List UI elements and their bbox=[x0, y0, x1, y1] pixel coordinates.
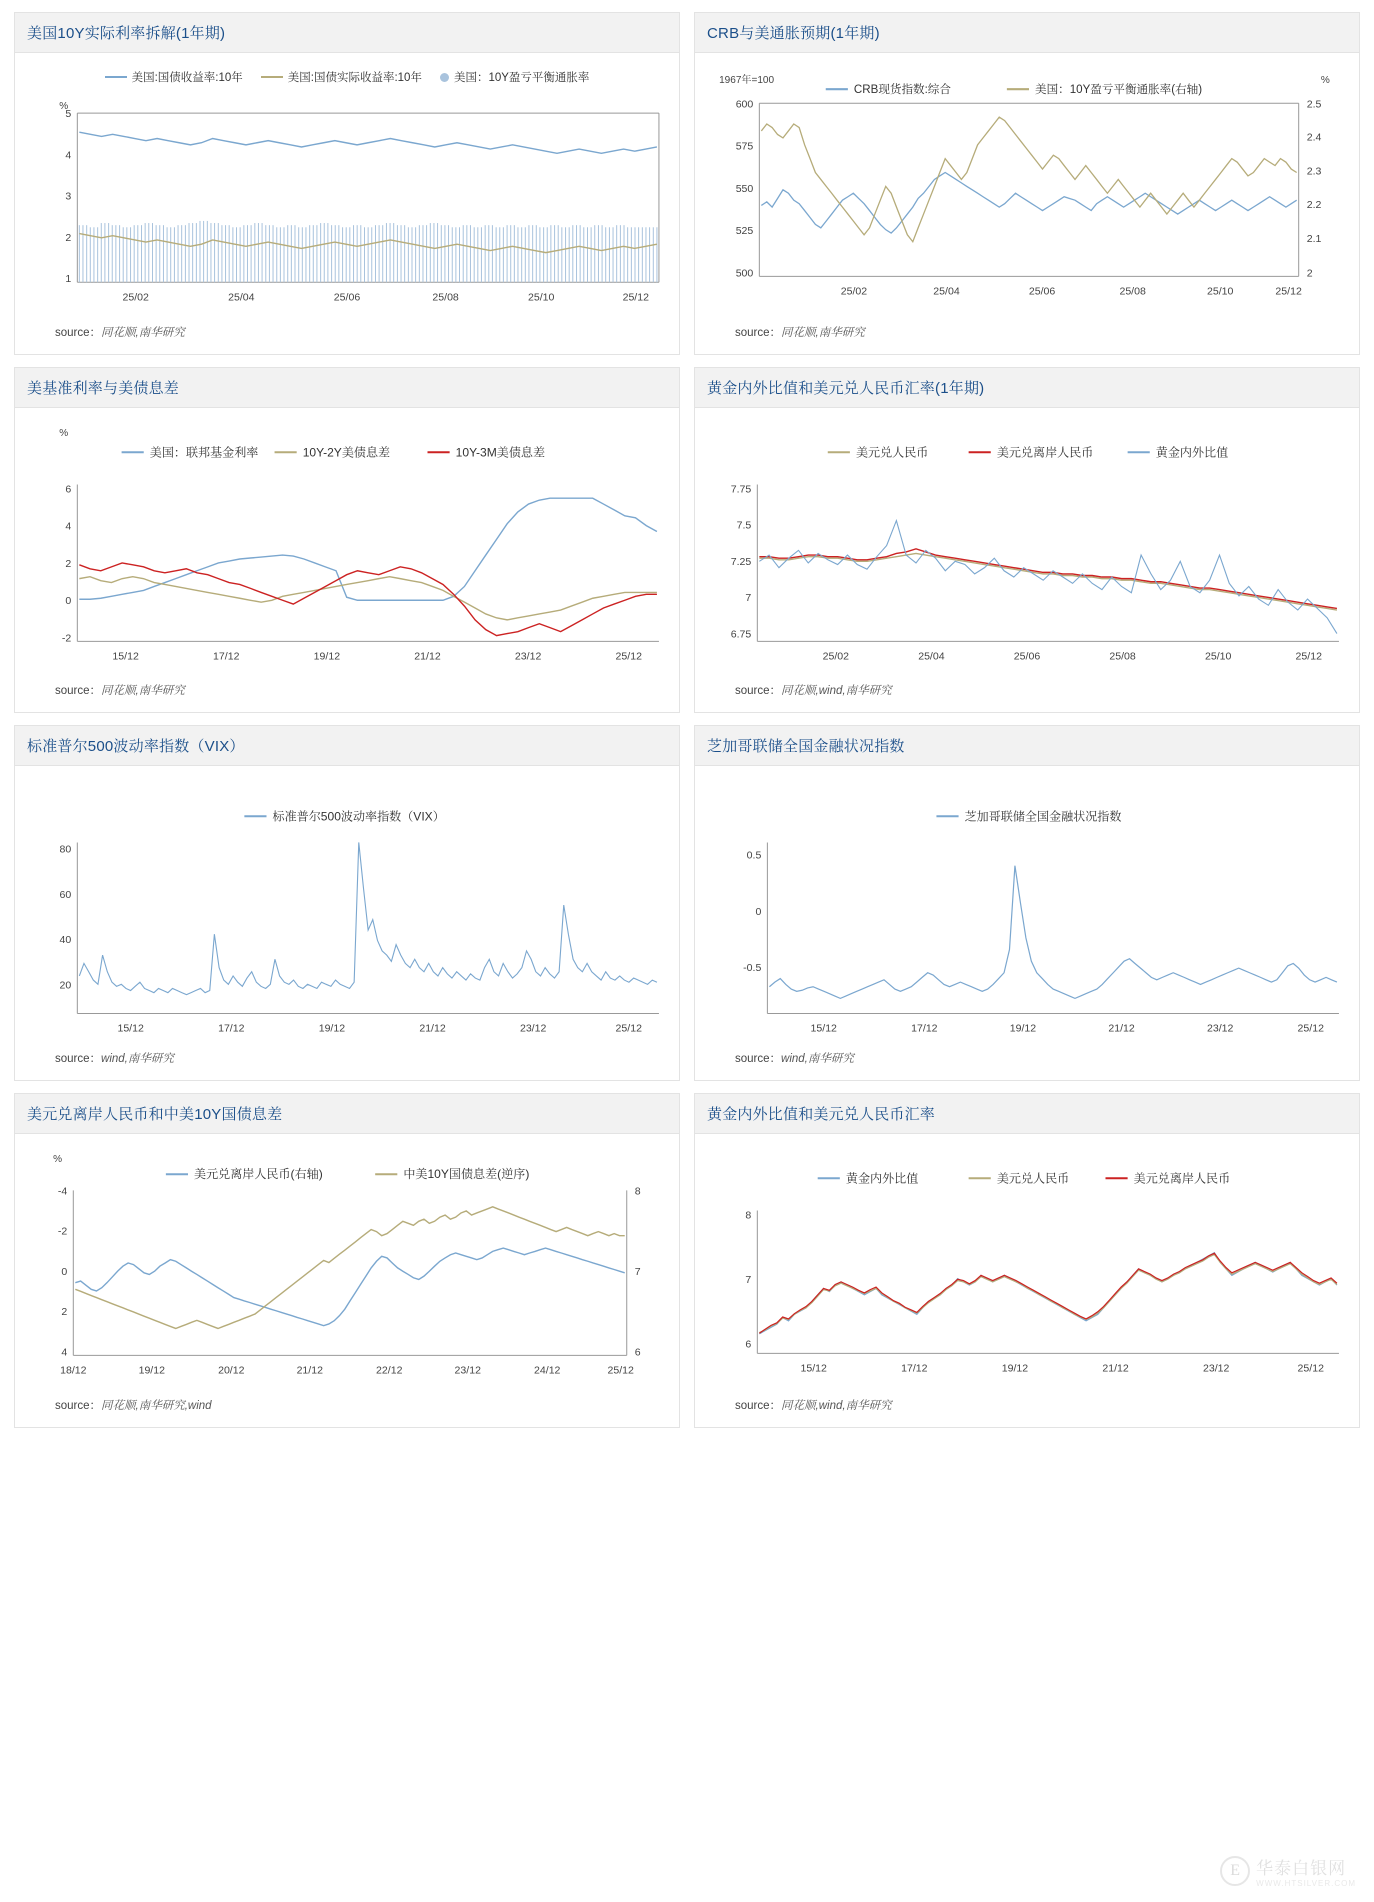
legend-label: 美元兑人民币 bbox=[855, 445, 929, 460]
svg-text:0: 0 bbox=[65, 595, 72, 608]
svg-text:1: 1 bbox=[65, 273, 72, 286]
source-label: source： bbox=[55, 327, 102, 340]
card-title: 美基准利率与美债息差 bbox=[15, 368, 679, 408]
svg-text:575: 575 bbox=[735, 140, 754, 153]
watermark-text: 华泰白银网 bbox=[1256, 1859, 1347, 1878]
svg-text:6: 6 bbox=[65, 483, 72, 496]
svg-text:21/12: 21/12 bbox=[1102, 1362, 1129, 1375]
legend-swatch-line bbox=[105, 76, 127, 78]
line-series-usdcnh bbox=[759, 549, 1337, 609]
svg-text:2: 2 bbox=[65, 558, 72, 571]
line-series-usdcnh bbox=[75, 1248, 624, 1326]
chart-svg-cnhspread bbox=[25, 1140, 669, 1392]
svg-text:25/04: 25/04 bbox=[918, 650, 945, 663]
legend-label: 美国：10Y盈亏平衡通胀率(右轴) bbox=[1035, 84, 1203, 97]
source-note bbox=[705, 676, 1349, 708]
svg-text:21/12: 21/12 bbox=[1108, 1022, 1135, 1035]
plot-area bbox=[705, 414, 1349, 676]
legend-label: 芝加哥联储全国金融状况指数 bbox=[964, 809, 1122, 824]
svg-text:25/02: 25/02 bbox=[822, 650, 850, 663]
legend-label: 美元兑离岸人民币 bbox=[996, 445, 1094, 460]
card-title: 标准普尔500波动率指数（VIX） bbox=[15, 726, 679, 766]
source-value: 同花顺,wind,南华研究 bbox=[781, 1400, 892, 1413]
svg-text:19/12: 19/12 bbox=[318, 1022, 346, 1035]
svg-text:%: % bbox=[53, 1153, 63, 1165]
svg-text:21/12: 21/12 bbox=[414, 650, 441, 663]
legend-label: 美国:国债收益率:10年 bbox=[131, 72, 243, 84]
svg-text:17/12: 17/12 bbox=[218, 1022, 245, 1035]
chart-card-cnh-spread bbox=[14, 1093, 680, 1429]
svg-text:15/12: 15/12 bbox=[810, 1022, 837, 1035]
svg-text:550: 550 bbox=[735, 182, 754, 195]
plot-area bbox=[25, 1140, 669, 1392]
legend-label: 美国：10Y盈亏平衡通胀率 bbox=[453, 72, 590, 84]
line-series-nfci bbox=[769, 866, 1337, 999]
legend-label: 美国:国债实际收益率:10年 bbox=[287, 72, 422, 84]
svg-text:-0.5: -0.5 bbox=[743, 962, 762, 975]
svg-text:25/12: 25/12 bbox=[615, 1022, 642, 1035]
svg-text:25/12: 25/12 bbox=[1275, 285, 1302, 298]
source-note bbox=[705, 318, 1349, 350]
plot-area bbox=[25, 87, 669, 318]
line-series-breakeven bbox=[761, 117, 1296, 242]
source-label: source： bbox=[55, 685, 102, 698]
source-label: source： bbox=[735, 1400, 782, 1413]
line-series-vix bbox=[79, 843, 657, 995]
legend-item bbox=[105, 69, 243, 85]
svg-text:20: 20 bbox=[59, 979, 72, 992]
plot-area bbox=[25, 772, 669, 1044]
card-title: 芝加哥联储全国金融状况指数 bbox=[695, 726, 1359, 766]
plot-area bbox=[25, 414, 669, 676]
svg-text:25/06: 25/06 bbox=[1013, 650, 1041, 663]
source-value: 同花顺,南华研究 bbox=[101, 685, 185, 698]
svg-text:4: 4 bbox=[65, 521, 72, 534]
chart-legend bbox=[25, 59, 669, 87]
watermark-subtext: WWW.HTSILVER.COM bbox=[1256, 1879, 1356, 1888]
svg-text:4: 4 bbox=[61, 1346, 68, 1359]
svg-text:-2: -2 bbox=[57, 1225, 68, 1238]
source-label: source： bbox=[55, 1400, 102, 1413]
svg-text:6: 6 bbox=[745, 1338, 752, 1351]
legend-inline bbox=[936, 808, 1121, 823]
svg-text:0: 0 bbox=[755, 905, 762, 918]
svg-text:2: 2 bbox=[65, 231, 72, 244]
svg-text:7: 7 bbox=[634, 1265, 641, 1278]
chart-card-gold-ratio-1y bbox=[694, 367, 1360, 713]
svg-text:7: 7 bbox=[745, 1273, 752, 1286]
svg-text:525: 525 bbox=[735, 225, 754, 238]
chart-grid bbox=[14, 12, 1360, 1428]
legend-label: 美元兑人民币 bbox=[996, 1171, 1070, 1186]
legend-inline bbox=[122, 445, 545, 460]
legend-label: 美元兑离岸人民币(右轴) bbox=[194, 1166, 323, 1181]
chart-svg-goldratio1y bbox=[705, 414, 1349, 676]
svg-text:23/12: 23/12 bbox=[1202, 1362, 1230, 1375]
svg-text:%: % bbox=[59, 101, 69, 113]
source-label: source： bbox=[735, 685, 782, 698]
svg-text:19/12: 19/12 bbox=[1001, 1362, 1029, 1375]
legend-item bbox=[261, 69, 422, 85]
svg-text:23/12: 23/12 bbox=[1206, 1022, 1234, 1035]
legend-inline bbox=[828, 445, 1228, 460]
chart-card-nfci bbox=[694, 725, 1360, 1081]
line-series-10y2y bbox=[79, 577, 657, 620]
chart-svg-us10y bbox=[25, 87, 669, 318]
legend-inline bbox=[826, 82, 1202, 96]
svg-text:80: 80 bbox=[59, 843, 72, 856]
chart-card-gold-ratio-long bbox=[694, 1093, 1360, 1429]
svg-text:0: 0 bbox=[61, 1265, 68, 1278]
card-body bbox=[15, 766, 679, 1080]
svg-text:7.5: 7.5 bbox=[736, 520, 752, 533]
svg-text:7.75: 7.75 bbox=[730, 483, 752, 496]
legend-inline bbox=[244, 808, 444, 823]
legend-label: CRB现货指数:综合 bbox=[853, 84, 951, 97]
svg-text:23/12: 23/12 bbox=[519, 1022, 547, 1035]
source-note bbox=[25, 318, 669, 350]
legend-label: 黄金内外比值 bbox=[845, 1171, 919, 1186]
svg-text:25/12: 25/12 bbox=[1297, 1362, 1324, 1375]
legend-label: 标准普尔500波动率指数（VIX） bbox=[272, 809, 445, 824]
svg-text:19/12: 19/12 bbox=[1009, 1022, 1037, 1035]
source-value: wind,南华研究 bbox=[781, 1052, 854, 1065]
source-label: source： bbox=[55, 1052, 102, 1065]
svg-text:21/12: 21/12 bbox=[296, 1364, 323, 1377]
card-title: 美国10Y实际利率拆解(1年期) bbox=[15, 13, 679, 53]
line-series-nominal bbox=[79, 132, 657, 153]
svg-text:6.75: 6.75 bbox=[730, 628, 752, 641]
svg-text:25/06: 25/06 bbox=[333, 291, 361, 304]
svg-text:8: 8 bbox=[745, 1209, 752, 1222]
line-series-usdcny bbox=[759, 1254, 1337, 1332]
svg-text:2.4: 2.4 bbox=[1306, 131, 1322, 144]
svg-text:3: 3 bbox=[65, 190, 72, 203]
svg-text:25/08: 25/08 bbox=[1109, 650, 1136, 663]
svg-text:25/12: 25/12 bbox=[622, 291, 649, 304]
svg-text:20/12: 20/12 bbox=[218, 1364, 245, 1377]
svg-text:23/12: 23/12 bbox=[514, 650, 542, 663]
line-series-usdcny bbox=[759, 554, 1337, 611]
svg-text:2: 2 bbox=[61, 1305, 68, 1318]
chart-svg-fedrate bbox=[25, 414, 669, 676]
left-axis-unit: 1967年=100 bbox=[719, 75, 775, 87]
svg-text:-4: -4 bbox=[57, 1185, 68, 1198]
svg-text:25/02: 25/02 bbox=[122, 291, 149, 304]
svg-text:15/12: 15/12 bbox=[112, 650, 139, 663]
line-series-crb bbox=[761, 173, 1296, 234]
chart-svg-crb bbox=[705, 59, 1349, 311]
right-axis-unit: % bbox=[1320, 75, 1330, 87]
card-body bbox=[695, 53, 1359, 354]
plot-area bbox=[705, 772, 1349, 1044]
watermark bbox=[1220, 1854, 1356, 1888]
card-title: 美元兑离岸人民币和中美10Y国债息差 bbox=[15, 1094, 679, 1134]
svg-text:600: 600 bbox=[735, 98, 754, 111]
legend-inline bbox=[818, 1170, 1230, 1185]
source-note bbox=[705, 1391, 1349, 1423]
card-body bbox=[15, 408, 679, 712]
legend-label: 黄金内外比值 bbox=[1155, 445, 1229, 460]
svg-text:25/02: 25/02 bbox=[840, 285, 868, 298]
svg-text:19/12: 19/12 bbox=[138, 1364, 165, 1377]
source-value: 同花顺,wind,南华研究 bbox=[781, 685, 892, 698]
svg-text:6: 6 bbox=[634, 1346, 641, 1359]
svg-text:%: % bbox=[59, 428, 69, 440]
card-title: 黄金内外比值和美元兑人民币汇率 bbox=[695, 1094, 1359, 1134]
svg-text:24/12: 24/12 bbox=[534, 1364, 561, 1377]
svg-text:-2: -2 bbox=[61, 632, 72, 645]
legend-item bbox=[440, 69, 589, 85]
svg-text:60: 60 bbox=[59, 888, 72, 901]
svg-text:15/12: 15/12 bbox=[800, 1362, 827, 1375]
svg-text:25/04: 25/04 bbox=[933, 285, 960, 298]
chart-card-us10y-real-decomp bbox=[14, 12, 680, 355]
svg-text:25/10: 25/10 bbox=[1206, 285, 1234, 298]
source-note bbox=[25, 1391, 669, 1423]
svg-text:2.3: 2.3 bbox=[1306, 165, 1322, 178]
chart-card-crb-breakeven bbox=[694, 12, 1360, 355]
card-body bbox=[15, 1134, 679, 1428]
card-body bbox=[695, 1134, 1359, 1428]
plot-area bbox=[705, 59, 1349, 318]
card-title: CRB与美通胀预期(1年期) bbox=[695, 13, 1359, 53]
svg-text:40: 40 bbox=[59, 934, 72, 947]
svg-text:25/12: 25/12 bbox=[1297, 1022, 1324, 1035]
card-body bbox=[15, 53, 679, 354]
legend-label: 美元兑离岸人民币 bbox=[1133, 1171, 1231, 1186]
legend-label: 10Y-3M美债息差 bbox=[455, 445, 546, 460]
source-value: 同花顺,南华研究 bbox=[781, 327, 865, 340]
svg-text:25/06: 25/06 bbox=[1028, 285, 1056, 298]
svg-text:2: 2 bbox=[1306, 267, 1313, 280]
svg-text:25/10: 25/10 bbox=[528, 291, 555, 304]
svg-text:7: 7 bbox=[745, 592, 752, 605]
svg-text:8: 8 bbox=[634, 1185, 641, 1198]
svg-text:2.1: 2.1 bbox=[1306, 233, 1322, 246]
svg-text:7.25: 7.25 bbox=[730, 556, 752, 569]
svg-text:23/12: 23/12 bbox=[454, 1364, 481, 1377]
svg-text:19/12: 19/12 bbox=[313, 650, 341, 663]
source-label: source： bbox=[735, 327, 782, 340]
legend-swatch-line bbox=[261, 76, 283, 78]
card-body bbox=[695, 408, 1359, 712]
svg-text:25/10: 25/10 bbox=[1204, 650, 1232, 663]
legend-label: 美国：联邦基金利率 bbox=[149, 445, 259, 460]
chart-svg-goldratiolong bbox=[705, 1140, 1349, 1392]
svg-text:25/12: 25/12 bbox=[615, 650, 642, 663]
source-value: 同花顺,南华研究 bbox=[101, 327, 185, 340]
svg-text:0.5: 0.5 bbox=[746, 849, 762, 862]
legend-swatch-dot bbox=[440, 73, 449, 82]
source-note bbox=[705, 1044, 1349, 1076]
chart-card-fed-rate-spreads bbox=[14, 367, 680, 713]
svg-text:5: 5 bbox=[65, 108, 72, 121]
plot-area bbox=[705, 1140, 1349, 1392]
svg-text:17/12: 17/12 bbox=[901, 1362, 928, 1375]
legend-inline bbox=[166, 1166, 529, 1181]
card-title: 黄金内外比值和美元兑人民币汇率(1年期) bbox=[695, 368, 1359, 408]
svg-text:4: 4 bbox=[65, 149, 72, 162]
legend-label: 中美10Y国债息差(逆序) bbox=[403, 1166, 530, 1181]
line-series-10y3m bbox=[79, 563, 657, 636]
svg-text:2.2: 2.2 bbox=[1306, 198, 1322, 211]
svg-text:21/12: 21/12 bbox=[419, 1022, 446, 1035]
svg-text:25/04: 25/04 bbox=[228, 291, 255, 304]
source-note bbox=[25, 676, 669, 708]
chart-card-vix bbox=[14, 725, 680, 1081]
line-series-gold-ratio bbox=[759, 521, 1337, 634]
svg-text:15/12: 15/12 bbox=[117, 1022, 144, 1035]
svg-text:2.5: 2.5 bbox=[1306, 98, 1322, 111]
watermark-logo-icon: E bbox=[1220, 1856, 1250, 1886]
bar-series-breakeven bbox=[79, 221, 657, 282]
svg-text:25/08: 25/08 bbox=[432, 291, 459, 304]
svg-text:18/12: 18/12 bbox=[60, 1364, 87, 1377]
svg-text:25/08: 25/08 bbox=[1119, 285, 1146, 298]
svg-text:22/12: 22/12 bbox=[376, 1364, 403, 1377]
svg-text:25/12: 25/12 bbox=[1295, 650, 1322, 663]
svg-text:17/12: 17/12 bbox=[911, 1022, 938, 1035]
card-body bbox=[695, 766, 1359, 1080]
source-value: 同花顺,南华研究,wind bbox=[101, 1400, 212, 1413]
svg-text:25/12: 25/12 bbox=[607, 1364, 634, 1377]
source-value: wind,南华研究 bbox=[101, 1052, 174, 1065]
legend-label: 10Y-2Y美债息差 bbox=[302, 445, 391, 460]
chart-svg-nfci bbox=[705, 772, 1349, 1044]
svg-text:17/12: 17/12 bbox=[213, 650, 240, 663]
source-label: source： bbox=[735, 1052, 782, 1065]
source-note bbox=[25, 1044, 669, 1076]
chart-svg-vix bbox=[25, 772, 669, 1044]
svg-text:500: 500 bbox=[735, 267, 754, 280]
